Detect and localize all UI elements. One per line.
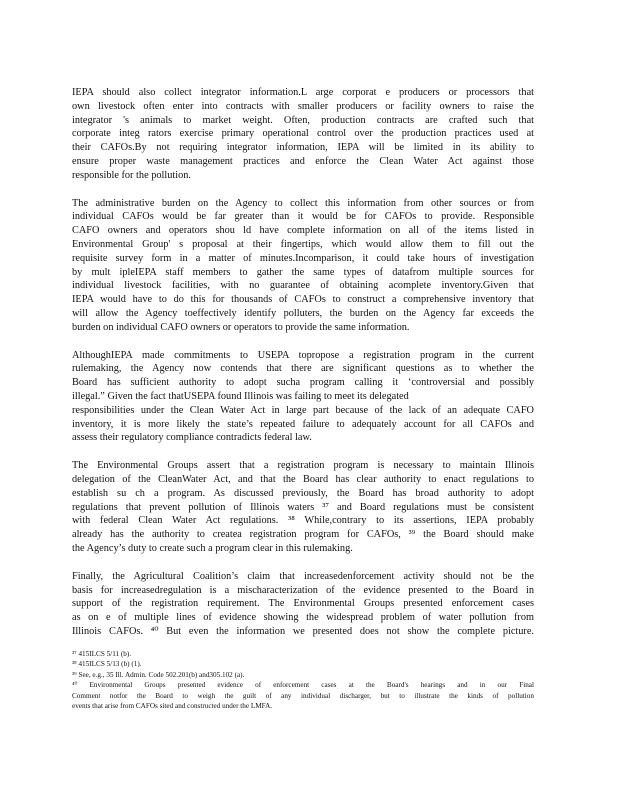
footnote-line: Comment notfor the Board to weigh the guilt of any individual discharger, but to illustrate the kinds of pollution <box>72 691 534 700</box>
text-line: The Environmental Groups assert that a registration program is necessary to maintain Illinois <box>72 460 534 472</box>
text-line: regulations that prevent pollution of Illinois waters ³⁷ and Board regulations must be consistent <box>72 501 534 513</box>
footnote-37: ³⁷ 415ILCS 5/11 (b). <box>72 649 132 658</box>
text-line: establish su ch a program. As discussed previously, the Board has broad authority to adopt <box>72 487 534 499</box>
text-line: rulemaking, the Agency now contends that there are significant questions as to whether the <box>72 363 534 375</box>
footnote-line: events that arise from CAFOs sited and constructed under the LMFA. <box>72 702 273 711</box>
text-line: Environmental Group' s proposal at their fingertips, which would allow them to fill out the <box>72 238 534 250</box>
text-line: basis for increasedregulation is a mischaracterization of the evidence presented to the Board in <box>72 584 534 596</box>
text-line: ensure proper waste management practices and enforce the Clean Water Act against those <box>72 155 534 167</box>
footnote-39: ³⁹ See, e.g., 35 Ill. Admin. Code 502.201(b) and305.102 (a). <box>72 670 245 679</box>
text-line: Finally, the Agricultural Coalition’s claim that increasedenforcement activity should not be the <box>72 570 534 582</box>
paragraph-enforcement-claim <box>72 570 534 639</box>
text-line: already has the authority to createa registration program for CAFOs, ³⁹ the Board should make <box>72 529 534 541</box>
text-line: Illinois CAFOs. ⁴⁰ But even the information we presented does not show the complete picture. <box>72 625 534 637</box>
footnote-38: ³⁸ 415ILCS 5/13 (b) (1). <box>72 660 142 669</box>
text-line: with federal Clean Water Act regulations. ³⁸ While,contrary to its assertions, IEPA probably <box>72 515 534 527</box>
text-line: integrator 's animals to market weight. Often, production contracts are crafted such that <box>72 114 534 126</box>
text-line: by mult ipleIEPA staff members to gather the same types of datafrom multiple sources for <box>72 266 534 278</box>
paragraph-registration-commitments <box>72 349 534 446</box>
text-line: Board has sufficient authority to adopt sucha program calling it ‘controversial and possibly <box>72 377 534 389</box>
paragraph-integrator-information <box>72 86 534 183</box>
text-line: requisite survey form in a matter of minutes.Incomparison, it could take hours of investigation <box>72 252 534 264</box>
footnotes <box>72 649 534 712</box>
text-line: The administrative burden on the Agency to collect this information from other sources or from <box>72 197 534 209</box>
text-line: corporate integ rators exercise primary operational control over the production practices used at <box>72 128 534 140</box>
text-line: inventory, it is more likely the state’s repeated failure to adequately account for all CAFOs and <box>72 418 534 430</box>
text-line: own livestock often enter into contracts with smaller producers or facility owners to raise the <box>72 100 534 112</box>
text-line: assess their regulatory compliance contradicts federal law. <box>72 432 312 444</box>
text-line: support of the registration requirement. The Environmental Groups presented enforcement cases <box>72 598 534 610</box>
text-line: their CAFOs.By not requiring integrator information, IEPA will be limited in its ability to <box>72 142 534 154</box>
footnote-40 <box>72 680 534 712</box>
text-line: will allow the Agency toeffectively identify polluters, the burden on the Agency far exceeds the <box>72 307 534 319</box>
text-line: responsibilities under the Clean Water Act in large part because of the lack of an adequate CAFO <box>72 404 534 416</box>
text-line: individual CAFOs would be far greater than it would be for CAFOs to provide. Responsible <box>72 211 534 223</box>
text-line: individual livestock facilities, with no guarantee of obtaining acomplete inventory.Given that <box>72 280 534 292</box>
footnote-line: ⁴⁰ Environmental Groups presented evidence of enforcement cases at the Board's hearings and in our Final <box>72 681 534 690</box>
text-line: IEPA should also collect integrator information.L arge corporat e producers or processors that <box>72 87 534 98</box>
text-line: CAFO owners and operators shou ld have complete information on all of the items listed in <box>72 225 534 237</box>
text-line: illegal.” Given the fact thatUSEPA found Illinois was failing to meet its delegated <box>72 390 409 402</box>
paragraph-administrative-burden <box>72 197 534 335</box>
paragraph-registration-program <box>72 459 534 556</box>
text-line: IEPA would have to do this for thousands of CAFOs to construct a comprehensive inventory that <box>72 294 534 306</box>
text-line: delegation of the CleanWater Act, and that the Board has clear authority to enact regulations to <box>72 473 534 485</box>
text-line: AlthoughIEPA made commitments to USEPA topropose a registration program in the current <box>72 349 534 361</box>
text-line: as on e of multiple lines of evidence showing the widespread problem of water pollution from <box>72 612 534 624</box>
text-line: burden on individual CAFO owners or operators to provide the same information. <box>72 321 410 333</box>
text-line: the Agency’s duty to create such a program clear in this rulemaking. <box>72 542 353 554</box>
document-page <box>72 86 534 712</box>
text-line: responsible for the pollution. <box>72 169 191 181</box>
